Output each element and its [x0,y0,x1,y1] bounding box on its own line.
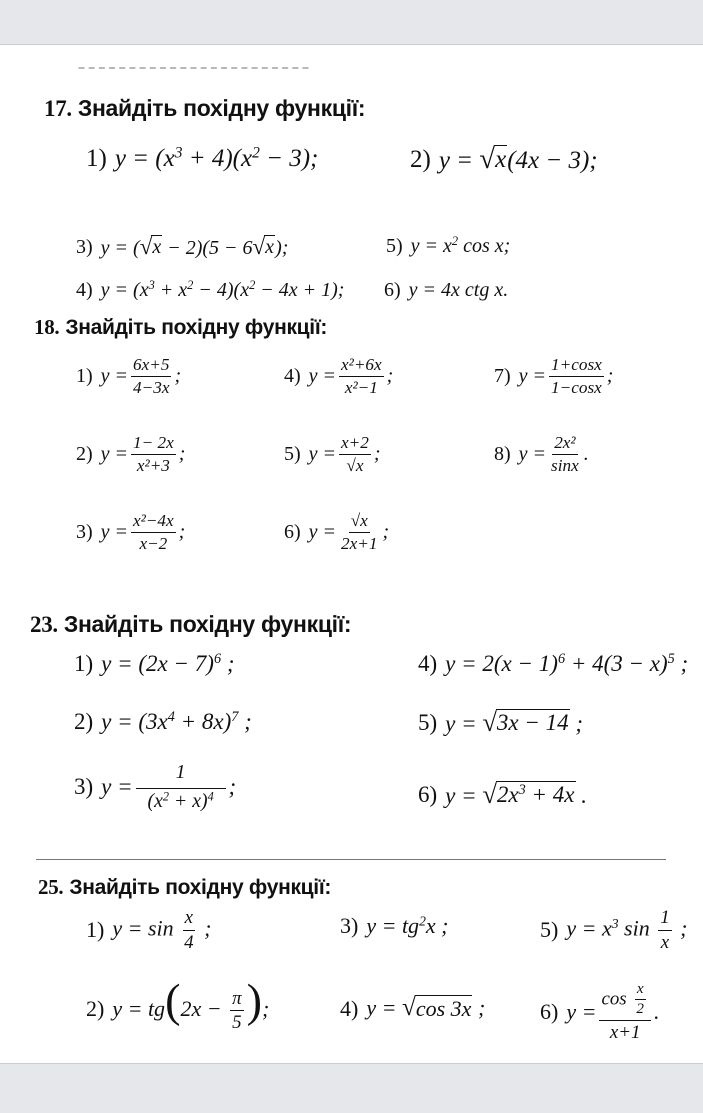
exercise-18-6: 6) y = $\frac{√x}{2x+1}$ ; [284,511,390,553]
item-label: 7) [494,364,511,387]
exercise-18-5: 5) y = $\frac{x+2}{√x}$ ; [284,433,381,475]
exercise-23-1 [74,651,235,677]
numerator: 1+cosx [549,355,604,377]
formula: $y = x^2$ cos x; [410,234,511,257]
denominator: x²−1 [344,377,378,397]
formula: $y = tg^2x$ ; [366,913,449,938]
punctuation: ; [174,364,182,387]
punctuation: ; [178,442,186,465]
exercise-23-3: 3) y = $\frac{1}{(x^2 + x)^4}$ ; [74,761,237,812]
item-label: 2) [74,709,94,734]
denominator: x+1 [609,1021,641,1043]
punctuation: . [583,442,589,465]
denominator: 4−3x [133,377,170,397]
punctuation: ; [228,773,237,799]
item-label: 2) [76,442,93,465]
exercise-25-2 [86,975,270,1034]
section-18-heading [34,315,327,340]
formula: $y = (x^3 + 4)(x^2 - 3)$; [114,144,319,172]
fraction [131,355,171,398]
numerator: 1 [136,761,226,789]
denominator: x²+3 [136,455,170,475]
exercise-25-4 [340,995,485,1022]
item-label: 4) [284,364,301,387]
section-title: Знайдіть похідну функції: [65,316,328,339]
section-title: Знайдіть похідну функції: [69,876,332,899]
numerator: x+2 [339,433,371,455]
formula: $y = (2x - 7)^6$ ; [101,651,235,676]
item-label: 3) [74,773,94,799]
item-label: 1) [74,651,94,676]
exercise-18-3: 3) y = $\frac{\text{x²−4x}}{x-2}$ ; [76,511,186,553]
denominator: 1−cosx [551,377,602,397]
item-label: 6) [384,279,401,301]
exercise-23-2 [74,709,252,735]
item-label: 3) [76,236,93,258]
denominator: $(x^2 + x)^4$ [147,789,214,812]
item-label: 4) [340,995,359,1021]
exercise-17-1 [86,145,318,173]
numerator: x²+6x [339,355,384,377]
exercise-17-6 [384,279,508,302]
item-label: 2) [86,995,105,1021]
fraction [339,355,384,398]
item-label: 6) [540,999,559,1025]
item-label: 4) [76,279,93,301]
fraction [339,433,371,476]
section-number: 17. [44,96,72,121]
numerator: 1− 2x [131,433,176,455]
exercise-17-5 [386,235,510,258]
formula: y = √ cos 3x ; [366,993,486,1021]
item-label: 3) [340,913,359,938]
exercise-25-5 [540,907,687,954]
worksheet-page [0,44,703,1064]
fraction [549,355,604,398]
fraction [339,511,379,554]
numerator: cos $\frac{x}{2}$ [599,981,651,1021]
section-number: 25. [38,875,64,899]
section-17-heading [44,95,365,122]
punctuation: . [653,999,660,1025]
exercise-18-7: 7) y = $\frac{1+\cos x}{1-\cos x}$ ; [494,355,614,397]
section-divider [36,859,666,860]
fraction [136,761,226,812]
punctuation: ; [178,520,186,543]
item-label: 8) [494,442,511,465]
punctuation: ; [382,520,390,543]
item-label: 5) [386,235,403,257]
item-label: 5) [418,710,438,735]
item-label: 2) [410,146,431,173]
item-label: 4) [418,651,438,676]
item-label: 1) [86,145,107,172]
section-title: Знайдіть похідну функції: [77,95,366,121]
exercise-25-1 [86,907,211,954]
exercise-18-4: 4) y = $\frac{\text{x²+6x}}{\text{x²−1}}$ ; [284,355,394,397]
formula: y = ( √ x − 2)(5 − 6 √ x ); [100,234,289,259]
formula: y = sin $\frac{x}{4}$ ; [112,907,212,953]
exercise-18-2: 2) y = $\frac{1- 2x}{\text{x²+3}}$ ; [76,433,186,475]
numerator: √x [349,511,370,533]
denominator: 2x+1 [341,533,378,553]
exercise-18-8: 8) y = $\frac{\text{2x²}}{\sin x}$ . [494,433,589,475]
item-label: 6) [418,782,438,807]
formula: $y = 2(x - 1)^6 + 4(3 - x)^5$ ; [445,651,689,676]
formula: $y = (x^3 + x^2 - 4)(x^2 - 4x + 1)$; [100,278,345,301]
punctuation: ; [606,364,614,387]
exercise-17-3 [76,235,288,260]
section-23-heading [30,611,351,638]
numerator: 6x+5 [131,355,171,377]
numerator: x²−4x [131,511,176,533]
punctuation: ; [373,442,381,465]
exercise-23-4 [418,651,688,677]
item-label: 3) [76,520,93,543]
exercise-25-3 [340,913,448,939]
item-label: 1) [76,364,93,387]
denominator: √x [346,455,364,475]
section-number: 18. [34,315,60,339]
exercise-18-1: 1) y = $\frac{6x+5}{4-3x}$ ; [76,355,182,397]
item-label: 5) [540,917,559,943]
exercise-17-2 [410,145,598,175]
fraction [131,511,176,554]
item-label: 6) [284,520,301,543]
fraction [599,981,651,1044]
punctuation: ; [386,364,394,387]
exercise-23-6 [418,781,587,809]
section-number: 23. [30,612,58,637]
fraction [549,433,581,476]
formula: y = √ $2x^3 + 4x$ . [445,779,587,809]
formula: $y = (3x^4 + 8x)^7$ ; [101,709,252,734]
exercise-23-5 [418,709,583,737]
formula: y = tg(2x − $\frac{\pi}{5}$ ); [112,975,270,1034]
denominator: x−2 [139,533,168,553]
formula: y = 4x ctg x. [408,279,509,301]
item-label: 5) [284,442,301,465]
item-label: 1) [86,917,105,943]
exercise-17-4 [76,279,344,302]
numerator: 2x² [552,433,577,455]
fraction [131,433,176,476]
formula: y = √ x (4x − 3); [438,143,598,175]
cut-off-previous-line [78,53,311,69]
denominator: sinx [551,455,579,475]
exercise-25-6: 6) y = cos $\frac{x}{2}$ x+1 . [540,981,660,1043]
formula: y = √ 3x − 14 ; [445,707,584,737]
section-title: Знайдіть похідну функції: [63,611,352,637]
formula: $y = x^3$ sin $\frac{1}{x}$ ; [566,907,688,953]
section-25-heading [38,875,331,900]
